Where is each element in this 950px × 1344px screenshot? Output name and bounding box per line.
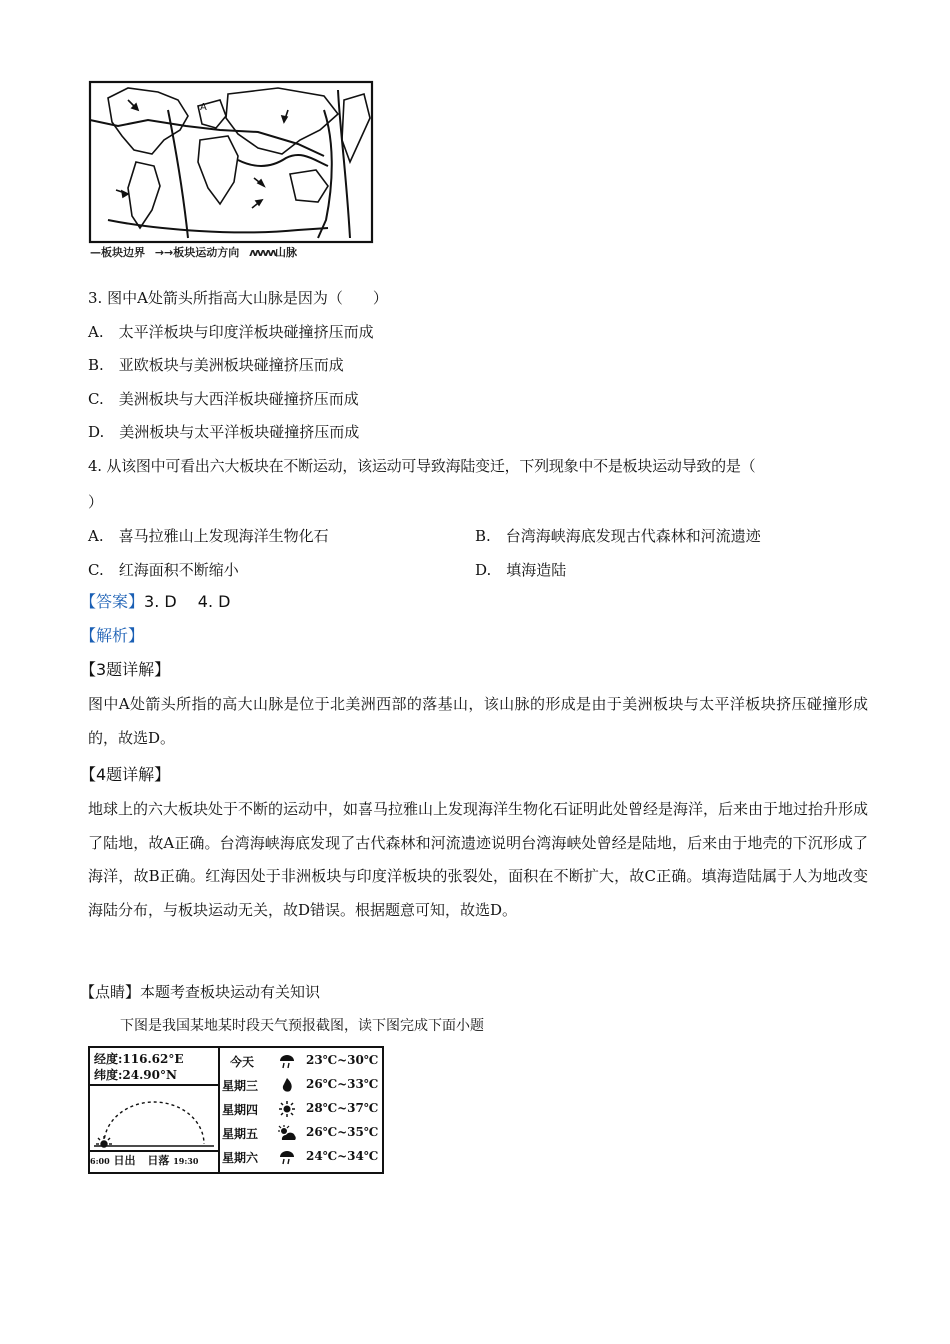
forecast-row	[220, 1050, 382, 1074]
answer-value: 3. D 4. D	[144, 592, 231, 611]
q4-stem-end: ）	[88, 493, 104, 511]
svg-text:A: A	[200, 102, 207, 113]
forecast-temp: 26℃~33℃	[306, 1077, 379, 1091]
longitude: 经度:116.62°E	[94, 1052, 184, 1066]
q4-option-b: B. 台湾海峡海底发现古代森林和河流遗迹	[475, 527, 761, 545]
drizzle-icon	[278, 1077, 296, 1093]
forecast-day: 星期四	[222, 1103, 259, 1117]
sun-icon	[278, 1101, 296, 1117]
forecast-list	[220, 1050, 382, 1170]
answer-line	[80, 592, 230, 612]
location-panel	[90, 1048, 220, 1172]
forecast-row	[220, 1122, 382, 1146]
weather-panel	[88, 1046, 384, 1174]
q4-option-d: D. 填海造陆	[475, 561, 567, 579]
q3-detail-body: 图中A处箭头所指的高大山脉是位于北美洲西部的落基山，该山脉的形成是由于美洲板块与太平洋板块挤压碰撞形成的，故选D。	[88, 695, 868, 747]
legend-direction: 板块运动方向	[173, 246, 240, 259]
sunset-time: 19:30	[173, 1156, 199, 1166]
sunrise-label: 日出	[113, 1154, 136, 1167]
rain-icon	[278, 1149, 296, 1165]
rain-icon	[278, 1053, 296, 1069]
forecast-row	[220, 1146, 382, 1170]
q4-detail-body: 地球上的六大板块处于不断的运动中，如喜马拉雅山上发现海洋生物化石证明此处曾经是海洋，后来由于地过抬升形成了陆地，故A正确。台湾海峡海底发现了古代森林和河流遗迹说明台湾海峡处曾经是陆地，后来由于地壳的下沉形成了海洋，故B正确。红海因处于非洲板块与印度洋板块的张裂处，面积在不断扩大，故C正确。填海造陆属于人为地改变海陆分布，与板块运动无关，故D错误。根据题意可知，故选D。	[88, 800, 869, 919]
forecast-temp: 26℃~35℃	[306, 1125, 379, 1139]
forecast-row	[220, 1098, 382, 1122]
sun-path-diagram	[90, 1088, 218, 1150]
forecast-day: 星期五	[222, 1127, 259, 1141]
q4-option-c: C. 红海面积不断缩小	[88, 561, 239, 579]
intro-line: 下图是我国某地某时段天气预报截图，读下图完成下面小题	[120, 1018, 484, 1034]
forecast-day: 星期六	[222, 1151, 259, 1165]
q3-option-c: C. 美洲板块与大西洋板块碰撞挤压而成	[88, 390, 359, 408]
forecast-day: 今天	[230, 1055, 255, 1069]
q4-detail-header: 【4题详解】	[80, 765, 171, 784]
q4-option-a: A. 喜马拉雅山上发现海洋生物化石	[88, 527, 329, 545]
sunset-label: 日落	[147, 1154, 170, 1167]
forecast-day: 星期三	[222, 1079, 259, 1093]
q3-stem: 3. 图中A处箭头所指高大山脉是因为（ ）	[88, 289, 388, 307]
q3-option-a: A. 太平洋板块与印度洋板块碰撞挤压而成	[88, 323, 374, 341]
q3-detail-header: 【3题详解】	[80, 660, 171, 679]
forecast-temp: 28℃~37℃	[306, 1101, 379, 1115]
map-legend: —板块边界 →→板块运动方向 ʌʌʌʌʌ山脉	[90, 246, 297, 259]
q3-option-d: D. 美洲板块与太平洋板块碰撞挤压而成	[88, 423, 360, 441]
answer-label: 【答案】	[80, 592, 145, 611]
sun-times	[90, 1150, 218, 1174]
analysis-label: 【解析】	[80, 626, 145, 645]
forecast-temp: 24℃~34℃	[306, 1149, 379, 1163]
comment-line: 【点睛】本题考查板块运动有关知识	[80, 983, 321, 1001]
sun-cloud-icon	[276, 1125, 298, 1141]
q3-option-b: B. 亚欧板块与美洲板块碰撞挤压而成	[88, 356, 344, 374]
latitude: 纬度:24.90°N	[94, 1068, 177, 1082]
q4-stem: 4. 从该图中可看出六大板块在不断运动，该运动可导致海陆变迁，下列现象中不是板块运动导致的是（	[88, 457, 756, 475]
plate-map	[88, 70, 380, 270]
legend-mountain: 山脉	[274, 246, 297, 259]
sunrise-time: 6:00	[90, 1156, 110, 1166]
forecast-row	[220, 1074, 382, 1098]
forecast-temp: 23℃~30℃	[306, 1053, 379, 1067]
legend-boundary: 板块边界	[101, 246, 145, 259]
